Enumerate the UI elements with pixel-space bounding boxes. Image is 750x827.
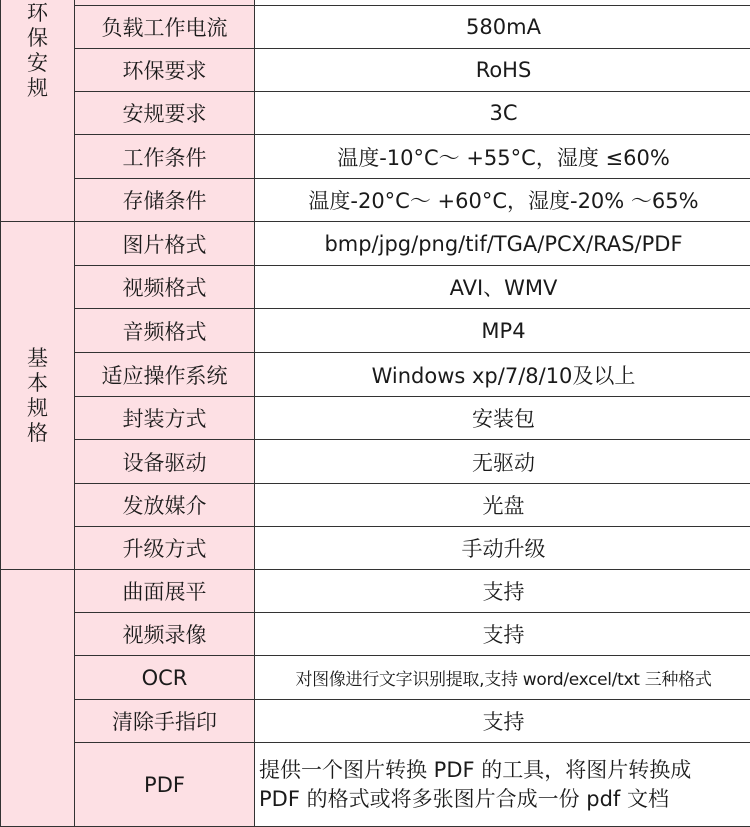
group-cell-software: [1, 570, 75, 827]
spec-value: 580mA: [255, 6, 750, 49]
spec-label: 设备驱动: [75, 440, 255, 484]
spec-value: 支持: [255, 700, 750, 743]
spec-label: 清除手指印: [75, 700, 255, 743]
spec-value-line: 提供一个图片转换 PDF 的工具，将图片转换成: [259, 756, 750, 785]
spec-value: 3C: [255, 92, 750, 135]
spec-value: MP4: [255, 309, 750, 353]
spec-label: 环保要求: [75, 49, 255, 92]
spec-label: 视频格式: [75, 266, 255, 309]
spec-label: 安规要求: [75, 92, 255, 135]
spec-value: 对图像进行文字识别提取,支持 word/excel/txt 三种格式: [255, 656, 750, 700]
spec-value: Windows xp/7/8/10及以上: [255, 353, 750, 397]
spec-value: 安装包: [255, 397, 750, 440]
spec-value-line: PDF 的格式或将多张图片合成一份 pdf 文档: [259, 785, 750, 814]
group-label-basic: 基本规格: [26, 346, 50, 446]
spec-value: 支持: [255, 613, 750, 656]
spec-label: 封装方式: [75, 397, 255, 440]
spec-value: bmp/jpg/png/tif/TGA/PCX/RAS/PDF: [255, 222, 750, 266]
spec-value: 支持: [255, 570, 750, 613]
group-cell-basic: [1, 222, 75, 570]
spec-label: 工作条件: [75, 135, 255, 179]
spec-value: 光盘: [255, 484, 750, 527]
spec-label: 发放媒介: [75, 484, 255, 527]
spec-value: AVI、WMV: [255, 266, 750, 309]
spec-label: 曲面展平: [75, 570, 255, 613]
group-cell-safety: [1, 0, 75, 222]
spec-value: 温度-20°C～ +60°C，湿度-20% ～65%: [255, 179, 750, 222]
spec-value: 手动升级: [255, 527, 750, 570]
spec-label: 存储条件: [75, 179, 255, 222]
spec-value: RoHS: [255, 49, 750, 92]
spec-label: 图片格式: [75, 222, 255, 266]
spec-value: [255, 743, 750, 827]
spec-label: OCR: [75, 656, 255, 700]
spec-label: PDF: [75, 743, 255, 827]
spec-label: 负载工作电流: [75, 6, 255, 49]
spec-label: 升级方式: [75, 527, 255, 570]
spec-label: 适应操作系统: [75, 353, 255, 397]
spec-label: 音频格式: [75, 309, 255, 353]
spec-value: 温度-10°C～ +55°C，湿度 ≤60%: [255, 135, 750, 179]
spec-label: 视频录像: [75, 613, 255, 656]
group-label-safety: 环保安规: [26, 1, 50, 101]
spec-value: 无驱动: [255, 440, 750, 484]
